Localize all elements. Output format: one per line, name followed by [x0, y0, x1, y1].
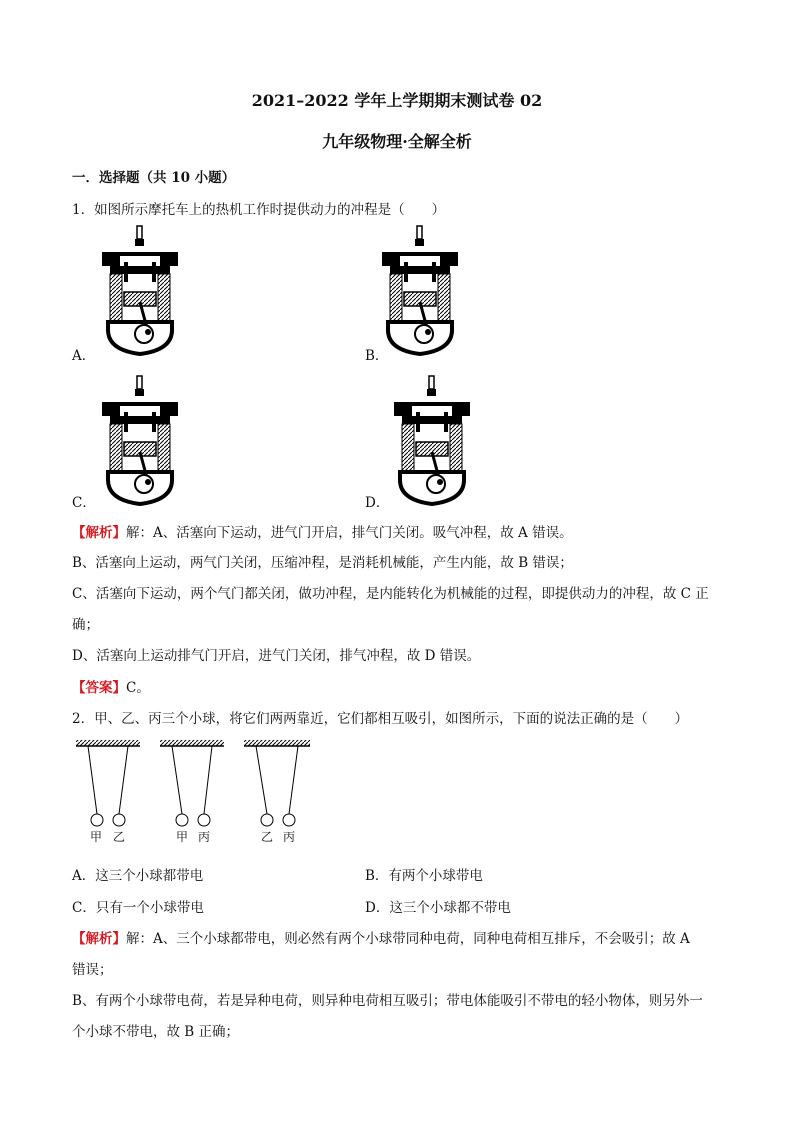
- q1-analysis-line-4: 确；: [72, 617, 99, 633]
- engine-figure-a: [100, 226, 190, 356]
- section-heading: 一．选择题（共 10 小题）: [72, 170, 236, 186]
- ball-label-2b: 丙: [198, 830, 211, 844]
- ball-label-3b: 丙: [283, 830, 296, 844]
- q1-option-b[interactable]: B．: [365, 348, 389, 364]
- q1-analysis-line-3: C、活塞向下运动，两个气门都关闭，做功冲程，是内能转化为机械能的过程，即提供动力的冲程，故 C 正: [72, 586, 709, 602]
- q1-analysis-line-1: 【解析】解：A、活塞向下运动，进气门开启，排气门关闭。吸气冲程，故 A 错误。: [72, 525, 573, 541]
- q2-analysis-line-2: 错误；: [72, 962, 113, 978]
- engine-figure-d: [392, 376, 482, 506]
- ball-label-1b: 乙: [113, 830, 126, 844]
- engine-figure-c: [100, 376, 190, 506]
- q2-option-b[interactable]: B．有两个小球带电: [365, 868, 483, 884]
- q2-stem: 2．甲、乙、丙三个小球，将它们两两靠近，它们都相互吸引，如图所示，下面的说法正确的是（ ）: [72, 711, 689, 727]
- q1-analysis-line-2: B、活塞向上运动，两气门关闭，压缩冲程，是消耗机械能，产生内能，故 B 错误；: [72, 555, 573, 571]
- q2-option-a[interactable]: A．这三个小球都带电: [72, 868, 204, 884]
- engine-figure-b: [380, 226, 470, 356]
- q1-option-d[interactable]: D．: [365, 495, 390, 511]
- ball-label-2a: 甲: [176, 830, 189, 844]
- ball-label-1a: 甲: [90, 830, 103, 844]
- page-subtitle: 九年级物理·全解全析: [322, 132, 472, 151]
- pendulum-pair-3: [244, 740, 310, 826]
- q1-answer-tag: 【答案】: [72, 680, 126, 696]
- q2-analysis-line-3: B、有两个小球带电荷，若是异种电荷，则异种电荷相互吸引；带电体能吸引不带电的轻小物体，则另外一: [72, 993, 703, 1009]
- ball-label-3a: 乙: [261, 830, 274, 844]
- q1-answer: 【答案】C。: [72, 680, 150, 696]
- q2-option-c[interactable]: C．只有一个小球带电: [72, 900, 204, 916]
- q1-stem: 1．如图所示摩托车上的热机工作时提供动力的冲程是（ ）: [72, 202, 446, 218]
- q2-analysis-tag: 【解析】: [72, 931, 126, 947]
- q1-analysis-line-5: D、活塞向上运动排气门开启，进气门关闭，排气冲程，故 D 错误。: [72, 648, 481, 664]
- page-title: 2021–2022 学年上学期期末测试卷 02: [251, 91, 543, 110]
- q2-analysis-line-1: 【解析】解：A、三个小球都带电，则必然有两个小球带同种电荷，同种电荷相互排斥，不会吸引；故 A: [72, 931, 690, 947]
- q1-option-c[interactable]: C．: [72, 495, 96, 511]
- pendulum-figure: [72, 738, 322, 818]
- q2-option-d[interactable]: D．这三个小球都不带电: [365, 900, 511, 916]
- q2-analysis-line-4: 个小球不带电，故 B 正确；: [72, 1024, 240, 1040]
- pendulum-pair-2: [160, 740, 224, 826]
- q1-analysis-tag: 【解析】: [72, 525, 126, 541]
- q1-option-a[interactable]: A．: [72, 348, 96, 364]
- pendulum-pair-1: [76, 740, 140, 826]
